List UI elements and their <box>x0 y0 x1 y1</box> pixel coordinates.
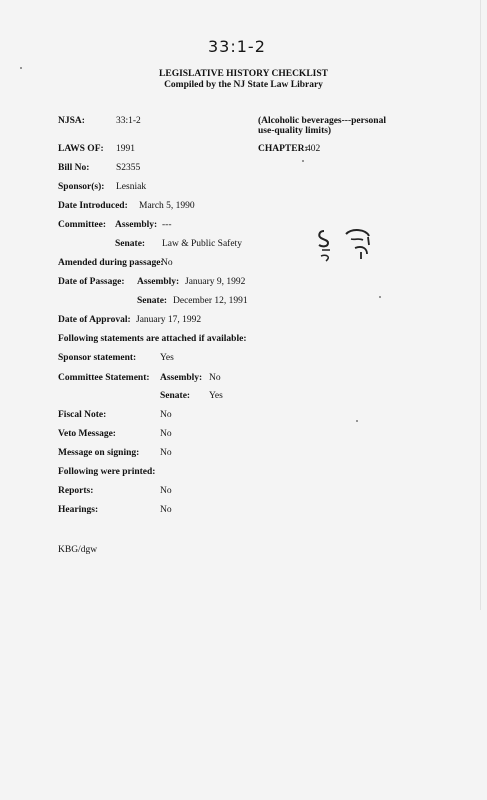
committee-statement-assembly-label: Assembly: <box>160 373 203 383</box>
passage-senate-label: Senate: <box>137 296 168 306</box>
description-line-1: (Alcoholic beverages---personal <box>258 116 386 126</box>
footer-initials: KBG/dgw <box>58 545 98 555</box>
bill-no-label: Bill No: <box>58 163 90 173</box>
amended-label: Amended during passage: <box>58 258 164 268</box>
hearings-label: Hearings: <box>58 505 99 515</box>
sponsor-statement-label: Sponsor statement: <box>58 353 137 363</box>
veto-message-value: No <box>160 429 172 439</box>
description-line-2: use-quality limits) <box>258 126 332 136</box>
veto-message-label: Veto Message: <box>58 429 116 439</box>
sponsor-label: Sponsor(s): <box>58 182 105 192</box>
date-approval-label: Date of Approval: <box>58 315 131 325</box>
passage-senate-value: December 12, 1991 <box>173 296 248 306</box>
message-on-signing-value: No <box>160 448 172 458</box>
scan-speck <box>356 420 358 422</box>
reports-label: Reports: <box>58 486 94 496</box>
hearings-value: No <box>160 505 172 515</box>
committee-senate-label: Senate: <box>115 239 146 249</box>
committee-statement-senate-label: Senate: <box>160 391 191 401</box>
date-approval-value: January 17, 1992 <box>136 315 202 325</box>
passage-assembly-label: Assembly: <box>137 277 180 287</box>
date-introduced-label: Date Introduced: <box>58 201 128 211</box>
committee-assembly-label: Assembly: <box>115 220 158 230</box>
laws-of-label: LAWS OF: <box>58 144 104 154</box>
printed-heading: Following were printed: <box>58 467 156 477</box>
message-on-signing-label: Message on signing: <box>58 448 140 458</box>
scan-speck <box>379 296 381 298</box>
committee-senate-value: Law & Public Safety <box>162 239 242 249</box>
committee-statement-assembly-value: No <box>209 373 221 383</box>
chapter-value: 402 <box>306 144 321 154</box>
fiscal-note-value: No <box>160 410 172 420</box>
sponsor-statement-value: Yes <box>160 353 174 363</box>
sponsor-value: Lesniak <box>116 182 147 192</box>
library-stamp-mark <box>316 226 386 264</box>
scan-speck <box>302 160 304 162</box>
date-introduced-value: March 5, 1990 <box>139 201 195 211</box>
document-title: LEGISLATIVE HISTORY CHECKLIST <box>159 69 328 79</box>
committee-statement-label: Committee Statement: <box>58 373 150 383</box>
statements-heading: Following statements are attached if available: <box>58 334 247 344</box>
document-subtitle: Compiled by the NJ State Law Library <box>164 80 323 90</box>
date-passage-label: Date of Passage: <box>58 277 125 287</box>
handwritten-citation: 33:1-2 <box>208 37 266 56</box>
njsa-label: NJSA: <box>58 116 85 126</box>
chapter-label: CHAPTER: <box>258 144 308 154</box>
amended-value: No <box>161 258 173 268</box>
committee-label: Committee: <box>58 220 107 230</box>
bill-no-value: S2355 <box>116 163 141 173</box>
committee-assembly-value: --- <box>162 220 172 230</box>
page-edge-shadow <box>480 0 481 610</box>
committee-statement-senate-value: Yes <box>209 391 223 401</box>
laws-of-value: 1991 <box>116 144 135 154</box>
reports-value: No <box>160 486 172 496</box>
njsa-value: 33:1-2 <box>116 116 141 126</box>
passage-assembly-value: January 9, 1992 <box>185 277 246 287</box>
fiscal-note-label: Fiscal Note: <box>58 410 107 420</box>
